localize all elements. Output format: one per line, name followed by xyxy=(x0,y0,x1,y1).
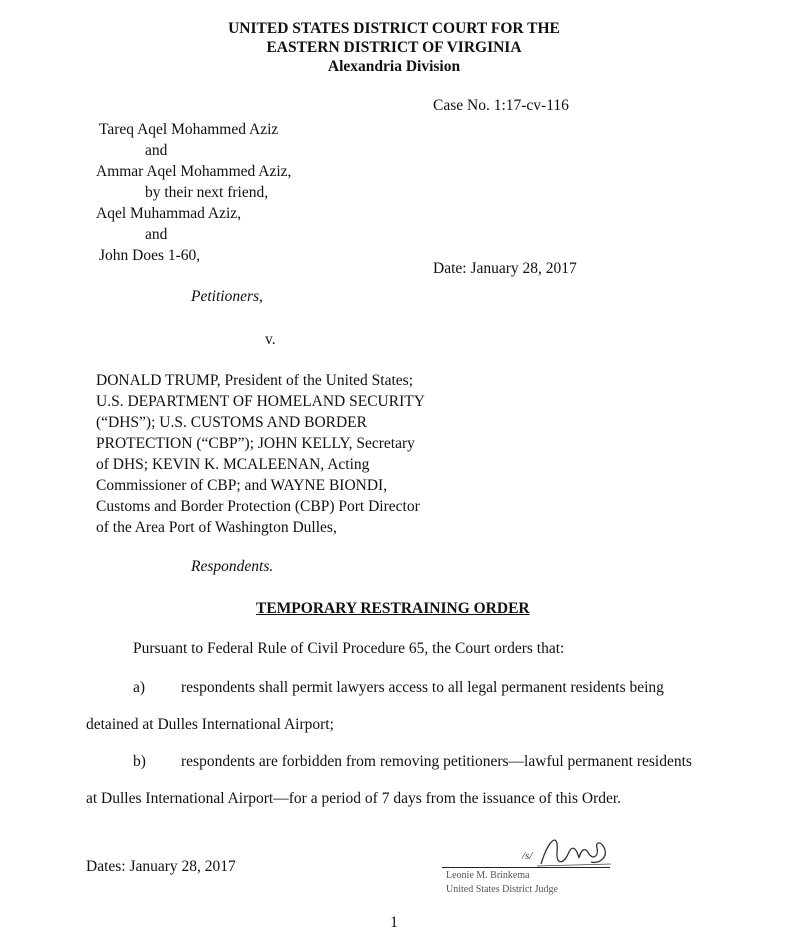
order-item-text: respondents are forbidden from removing petitioners—lawful permanent residents xyxy=(181,753,692,770)
respondent-line: DONALD TRUMP, President of the United States; xyxy=(96,372,414,389)
respondent-line: of the Area Port of Washington Dulles, xyxy=(96,519,337,536)
petitioner-line: Ammar Aqel Mohammed Aziz, xyxy=(96,163,292,180)
respondent-line: (“DHS”); U.S. CUSTOMS AND BORDER xyxy=(96,414,367,431)
court-division: Alexandria Division xyxy=(327,58,461,75)
signature-slash-s: /s/ xyxy=(522,850,533,862)
order-item-text: detained at Dulles International Airport; xyxy=(86,716,334,733)
respondents-label: Respondents. xyxy=(191,558,274,575)
signature-line xyxy=(442,867,610,868)
dates-line: Dates: January 28, 2017 xyxy=(86,858,236,875)
respondent-line: Commissioner of CBP; and WAYNE BIONDI, xyxy=(96,477,388,494)
page-number: 1 xyxy=(390,914,398,931)
respondent-line: of DHS; KEVIN K. MCALEENAN, Acting xyxy=(96,456,370,473)
court-name-line-2: EASTERN DISTRICT OF VIRGINIA xyxy=(266,39,522,56)
judge-name: Leonie M. Brinkema xyxy=(446,870,530,881)
order-intro: Pursuant to Federal Rule of Civil Procedure 65, the Court orders that: xyxy=(133,640,565,657)
petition-date: Date: January 28, 2017 xyxy=(433,260,577,277)
signature-block xyxy=(440,830,630,900)
court-name-line-1: UNITED STATES DISTRICT COURT FOR THE xyxy=(228,20,560,37)
order-item-text: respondents shall permit lawyers access to all legal permanent residents being xyxy=(181,679,664,696)
order-title: TEMPORARY RESTRAINING ORDER xyxy=(256,600,530,617)
respondent-line: PROTECTION (“CBP”); JOHN KELLY, Secretary xyxy=(96,435,415,452)
petitioner-line: Tareq Aqel Mohammed Aziz xyxy=(99,121,279,138)
judge-title: United States District Judge xyxy=(446,884,558,895)
order-item-marker: b) xyxy=(133,753,146,770)
petitioner-line: John Does 1-60, xyxy=(99,247,201,264)
case-number: Case No. 1:17-cv-116 xyxy=(433,97,569,114)
petitioner-line: and xyxy=(145,226,168,243)
respondent-line: U.S. DEPARTMENT OF HOMELAND SECURITY xyxy=(96,393,425,410)
petitioner-line: and xyxy=(145,142,168,159)
petitioner-line: Aqel Muhammad Aziz, xyxy=(96,205,242,222)
respondent-line: Customs and Border Protection (CBP) Port Director xyxy=(96,498,420,515)
handwritten-signature-icon xyxy=(535,830,615,872)
order-item-marker: a) xyxy=(133,679,146,696)
order-item-text: at Dulles International Airport—for a period of 7 days from the issuance of this Order. xyxy=(86,790,622,807)
versus: v. xyxy=(265,331,276,348)
petitioner-line: by their next friend, xyxy=(145,184,269,201)
petitioners-label: Petitioners, xyxy=(191,288,263,305)
